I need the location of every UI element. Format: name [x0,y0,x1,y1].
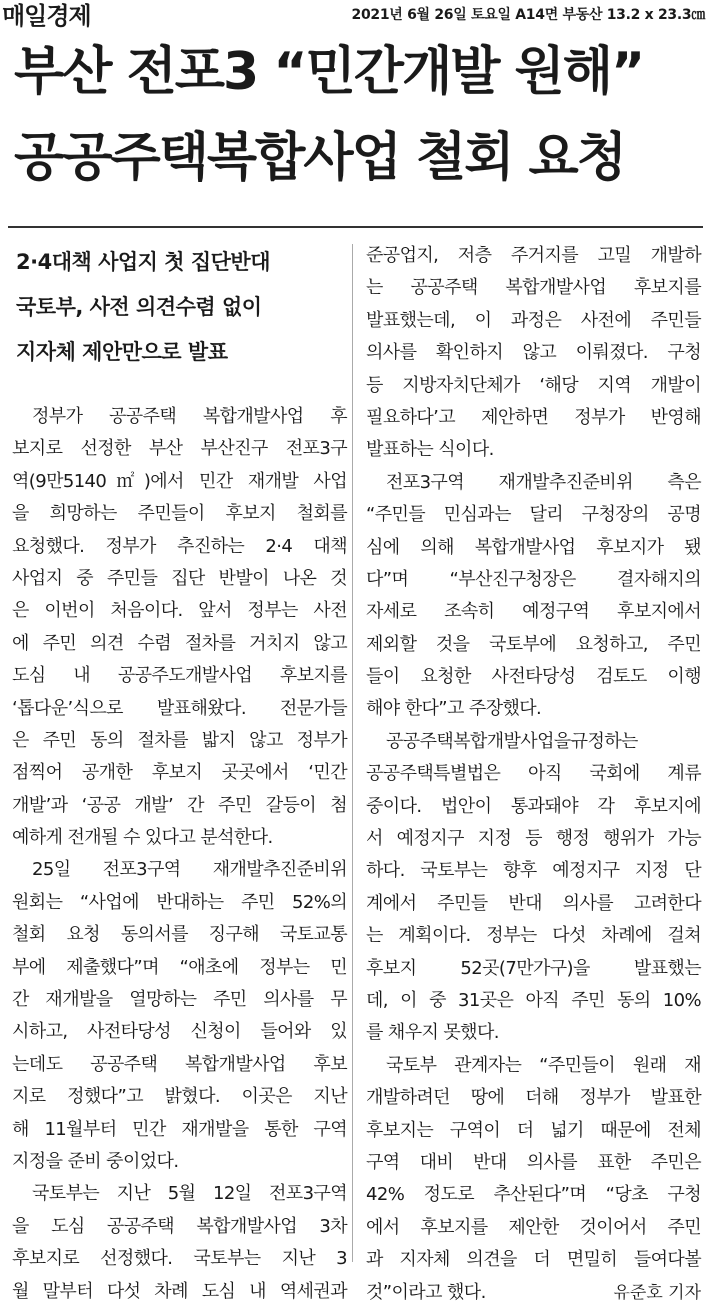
subheadline: 2·4대책 사업지 첫 집단반대 [16,250,270,274]
body-line: 철회 요청 동의서를 징구해 국토교통 [12,924,347,946]
body-line: 중이다. 법안이 통과돼야 각 후보지에 [366,795,701,817]
body-line: 예하게 전개될 수 있다고 분석한다. [12,827,273,849]
body-line: 것”이라고 했다. [366,1281,486,1303]
body-line: 를 채우지 못했다. [366,1022,499,1044]
body-line: 25일 전포3구역 재개발추진준비위 [32,859,347,881]
body-line: 후보지는 구역이 더 넓기 때문에 전체 [366,1119,701,1141]
body-line: 시하고, 사전타당성 신청이 들어와 있 [12,1021,347,1043]
article-column-right [366,240,701,1303]
body-line: 지정을 준비 중이었다. [12,1150,179,1172]
article-column-left [12,240,347,1302]
body-line: 국토부 관계자는 “주민들이 원래 재 [386,1054,701,1076]
body-line: 들이 요청한 사전타당성 검토도 이행 [366,666,701,688]
body-line: ‘톱다운’식으로 발표해왔다. 전문가들 [12,697,347,719]
headline-line-2: 공공주택복합사업 철회 요청 [14,128,625,188]
body-line: 준공업지, 저층 주거지를 고밀 개발하 [366,245,701,266]
newspaper-logo: 매일경제 [2,2,91,30]
body-line: 점찍어 공개한 후보지 곳곳에서 ‘민간 [12,762,347,784]
subheadline: 국토부, 사전 의견수렴 없이 [16,295,262,319]
headline-line-1: 부산 전포3 “민간개발 원해” [14,42,644,102]
body-line: 42% 정도로 추산된다”며 “당초 구청 [366,1184,701,1206]
body-line: 간 재개발을 열망하는 주민 의사를 무 [12,989,347,1011]
body-line: 는데도 공공주택 복합개발사업 후보 [12,1053,347,1075]
body-line: 하다. 국토부는 향후 예정지구 지정 단 [366,860,701,882]
body-line: 원회는 “사업에 반대하는 주민 52%의 [12,891,347,913]
body-line: 제외할 것을 국토부에 요청하고, 주민 [366,633,701,655]
body-line: 전포3구역 재개발추진준비위 측은 [386,471,701,493]
column-divider [352,244,353,1262]
body-line: 은 주민 동의 절차를 밟지 않고 정부가 [12,729,347,751]
body-line: 부에 제출했다”며 “애초에 정부는 민 [12,956,347,978]
body-line: 에서 후보지를 제안한 것이어서 주민 [366,1216,701,1238]
body-line: 에 주민 의견 수렴 절차를 거치지 않고 [12,632,347,654]
body-line: 역(9만5140㎡)에서 민간 재개발 사업 [12,470,347,492]
body-line: “주민들 민심과는 달리 구청장의 공명 [366,504,701,526]
byline: 유준호 기자 [613,1282,701,1303]
subheadline: 지자체 제안만으로 발표 [16,340,228,364]
body-line: 데, 이 중 31곳은 아직 주민 동의 10% [366,989,701,1011]
headline-rule [8,226,703,228]
body-line: 공공주택특별법은 아직 국회에 계류 [366,763,701,785]
body-line: 보지로 선정한 부산 부산진구 전포3구 [12,438,347,460]
body-line: 등 지방자치단체가 ‘해당 지역 개발이 [366,374,701,396]
body-line: 는 공공주택 복합개발사업 후보지를 [366,277,701,299]
body-line: 도심 내 공공주도개발사업 후보지를 [12,665,347,687]
body-line: 후보지 52곳(7만가구)을 발표했는 [366,957,701,979]
body-line: 계에서 주민들 반대 의사를 고려한다 [366,892,701,914]
body-line: 해 11월부터 민간 재개발을 통한 구역 [12,1118,347,1140]
body-line: 개발하려던 땅에 더해 정부가 발표한 [366,1087,701,1109]
body-line: 는 계획이다. 정부는 다섯 차례에 걸쳐 [366,925,701,947]
issue-meta: 2021년 6월 26일 토요일 A14면 부동산 13.2 x 23.3㎝ [351,7,705,23]
closing-row [366,1277,701,1309]
body-line: 을 희망하는 주민들이 후보지 철회를 [12,503,347,525]
body-line: 해야 한다”고 주장했다. [366,698,542,720]
body-line: 심에 의해 복합개발사업 후보지가 됐 [366,536,701,558]
body-line: 서 예정지구 지정 등 행정 행위가 가능 [366,828,701,850]
body-line: 과 지자체 의견을 더 면밀히 들여다볼 [366,1249,701,1271]
body-line: 후보지로 선정했다. 국토부는 지난 3 [12,1248,347,1270]
body-line: 정부가 공공주택 복합개발사업 후 [32,406,347,427]
body-line: 필요하다’고 제안하면 정부가 반영해 [366,406,701,428]
body-line: 발표했는데, 이 과정은 사전에 주민들 [366,309,701,331]
body-line: 구역 대비 반대 의사를 표한 주민은 [366,1151,701,1173]
body-line: 발표하는 식이다. [366,439,494,461]
body-line: 자세로 조속히 예정구역 후보지에서 [366,601,701,623]
body-line: 개발’과 ‘공공 개발’ 간 주민 갈등이 첨 [12,794,347,816]
body-line: 사업지 중 주민들 집단 반발이 나온 것 [12,567,347,589]
body-line: 의사를 확인하지 않고 이뤄졌다. 구청 [366,342,701,364]
body-line: 월 말부터 다섯 차례 도심 내 역세권과 [12,1280,347,1302]
body-line: 공공주택복합개발사업을규정하는 [386,730,638,752]
body-line: 을 도심 공공주택 복합개발사업 3차 [12,1215,347,1237]
body-line: 지로 정했다”고 밝혔다. 이곳은 지난 [12,1086,347,1108]
body-line: 국토부는 지난 5월 12일 전포3구역 [32,1183,347,1205]
body-line: 요청했다. 정부가 추진하는 2·4 대책 [12,535,347,557]
body-line: 은 이번이 처음이다. 앞서 정부는 사전 [12,600,347,622]
body-line: 다”며 “부산진구청장은 결자해지의 [366,568,701,590]
